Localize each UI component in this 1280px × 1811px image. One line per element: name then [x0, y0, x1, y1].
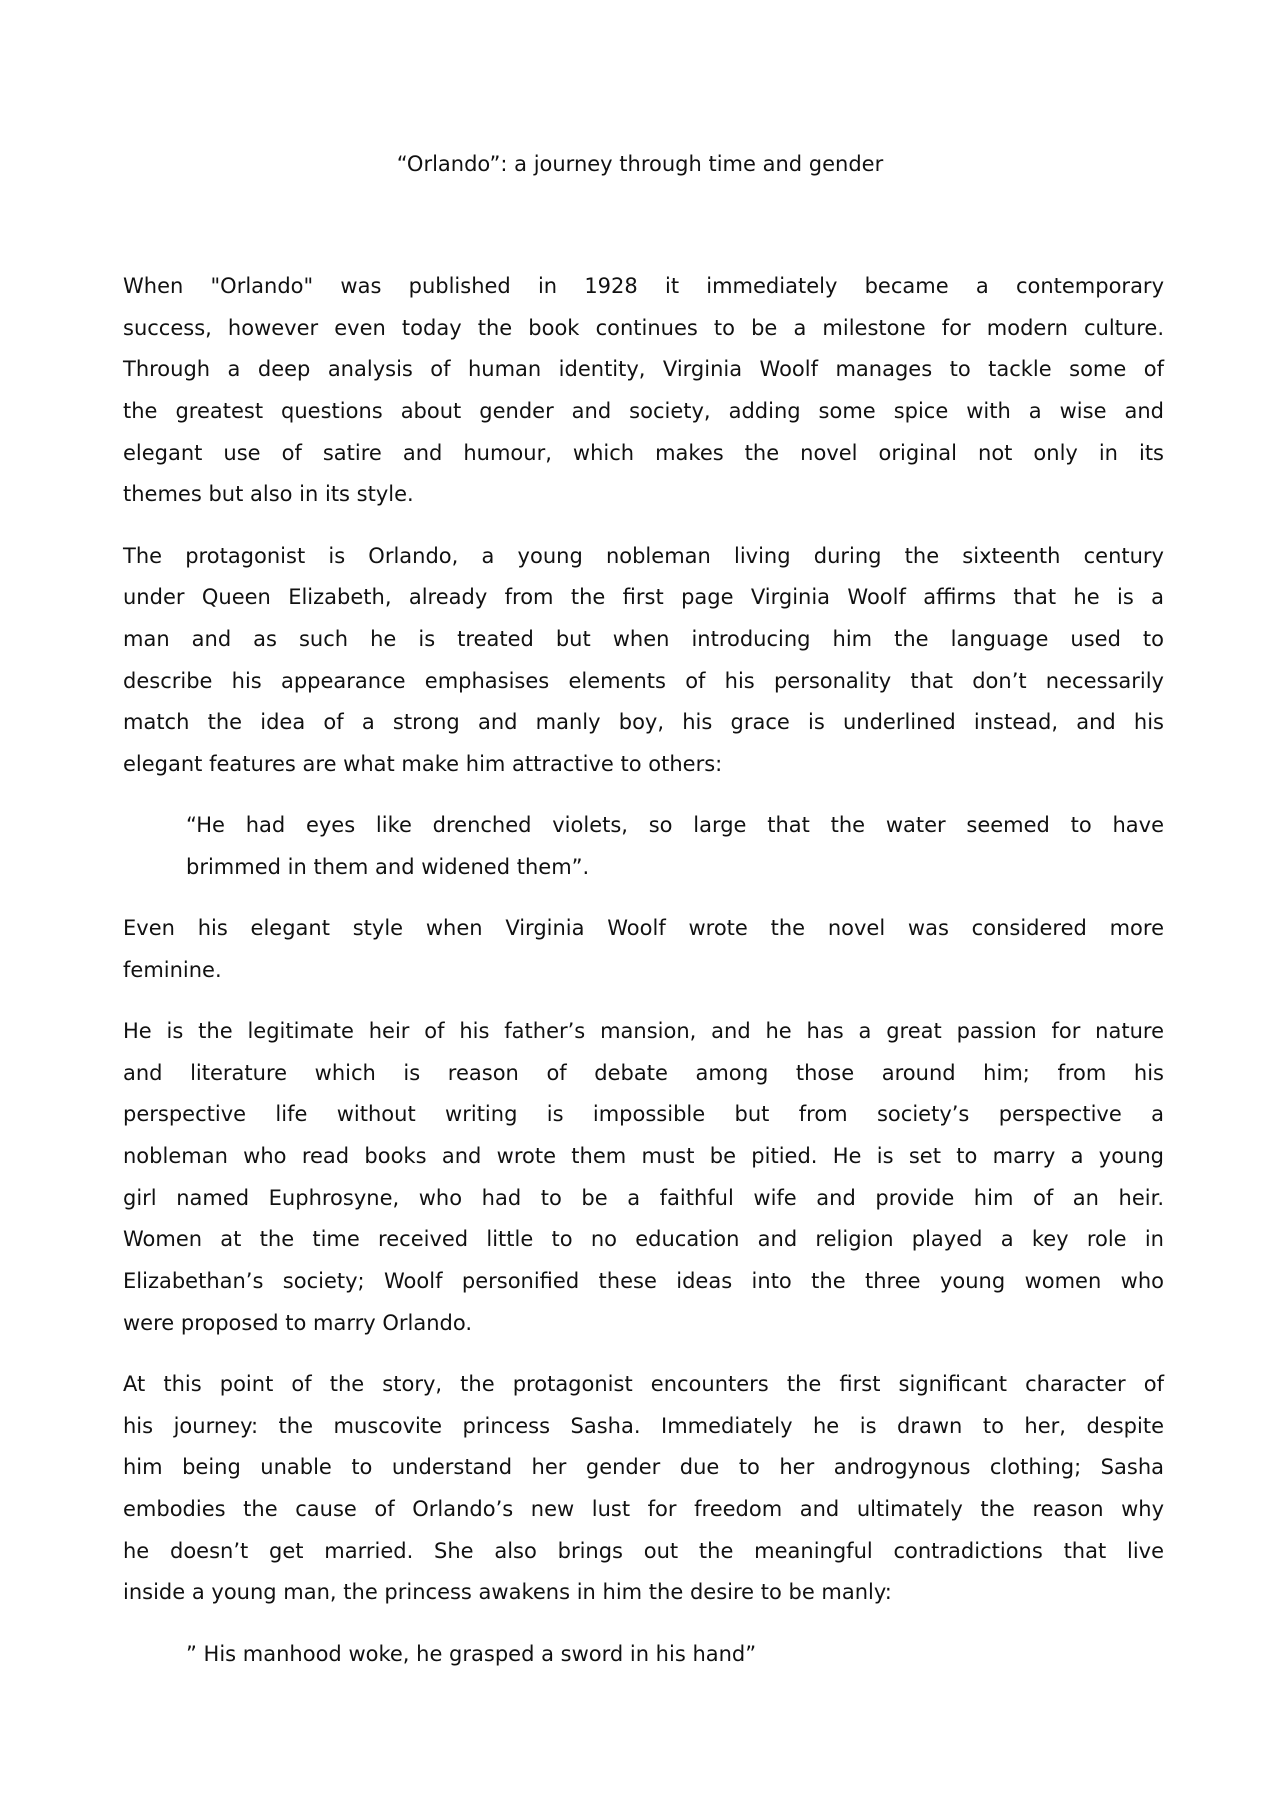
- text-line: success, however even today the book continues to be a milestone for modern culture.: [123, 315, 1164, 340]
- text-line: He is the legitimate heir of his father’s mansion, and he has a great passion for nature: [123, 1019, 1164, 1043]
- block-quote: [123, 805, 1164, 888]
- document-body: [123, 266, 1164, 1695]
- text-line: nobleman who read books and wrote them must be pitied. He is set to marry a young: [123, 1144, 1164, 1169]
- text-line: inside a young man, the princess awakens in him the desire to be manly:: [123, 1580, 892, 1605]
- text-line: perspective life without writing is impossible but from society’s perspective a: [123, 1102, 1164, 1127]
- paragraph: [123, 266, 1164, 516]
- text-line: were proposed to marry Orlando.: [123, 1310, 473, 1335]
- text-line: embodies the cause of Orlando’s new lust for freedom and ultimately the reason why: [123, 1497, 1164, 1522]
- text-line: feminine.: [123, 957, 222, 982]
- text-line: Women at the time received little to no education and religion played a key role in: [123, 1227, 1164, 1252]
- text-line: ” His manhood woke, he grasped a sword in his hand”: [186, 1641, 757, 1666]
- text-line: under Queen Elizabeth, already from the first page Virginia Woolf affirms that he is a: [123, 585, 1164, 610]
- text-line: Through a deep analysis of human identity, Virginia Woolf manages to tackle some of: [123, 357, 1164, 382]
- paragraph: [123, 1364, 1164, 1614]
- text-line: his journey: the muscovite princess Sasha. Immediately he is drawn to her, despite: [123, 1413, 1164, 1438]
- text-line: him being unable to understand her gender due to her androgynous clothing; Sasha: [123, 1455, 1164, 1480]
- text-line: elegant features are what make him attractive to others:: [123, 752, 723, 777]
- text-line: describe his appearance emphasises elements of his personality that don’t necessarily: [123, 668, 1164, 693]
- paragraph: [123, 908, 1164, 991]
- text-line: man and as such he is treated but when introducing him the language used to: [123, 627, 1164, 651]
- paragraph: [123, 1011, 1164, 1345]
- text-line: themes but also in its style.: [123, 482, 414, 507]
- text-line: Elizabethan’s society; Woolf personified these ideas into the three young women who: [123, 1269, 1164, 1294]
- text-line: he doesn’t get married. She also brings out the meaningful contradictions that live: [123, 1538, 1164, 1563]
- text-line: girl named Euphrosyne, who had to be a faithful wife and provide him of an heir.: [123, 1185, 1164, 1210]
- block-quote: [123, 1634, 1164, 1676]
- text-line: match the idea of a strong and manly boy, his grace is underlined instead, and his: [123, 710, 1164, 735]
- text-line: the greatest questions about gender and society, adding some spice with a wise and: [123, 399, 1164, 424]
- document-title: “Orlando”: a journey through time and gender: [396, 152, 884, 176]
- text-line: The protagonist is Orlando, a young nobleman living during the sixteenth century: [123, 543, 1164, 568]
- paragraph: [123, 536, 1164, 786]
- text-line: At this point of the story, the protagonist encounters the first significant character of: [123, 1372, 1164, 1396]
- text-line: brimmed in them and widened them”.: [186, 854, 590, 879]
- text-line: “He had eyes like drenched violets, so large that the water seemed to have: [186, 813, 1164, 838]
- text-line: Even his elegant style when Virginia Woolf wrote the novel was considered more: [123, 916, 1164, 941]
- text-line: elegant use of satire and humour, which makes the novel original not only in its: [123, 440, 1164, 465]
- text-line: When "Orlando" was published in 1928 it immediately became a contemporary: [123, 274, 1164, 298]
- text-line: and literature which is reason of debate among those around him; from his: [123, 1060, 1164, 1085]
